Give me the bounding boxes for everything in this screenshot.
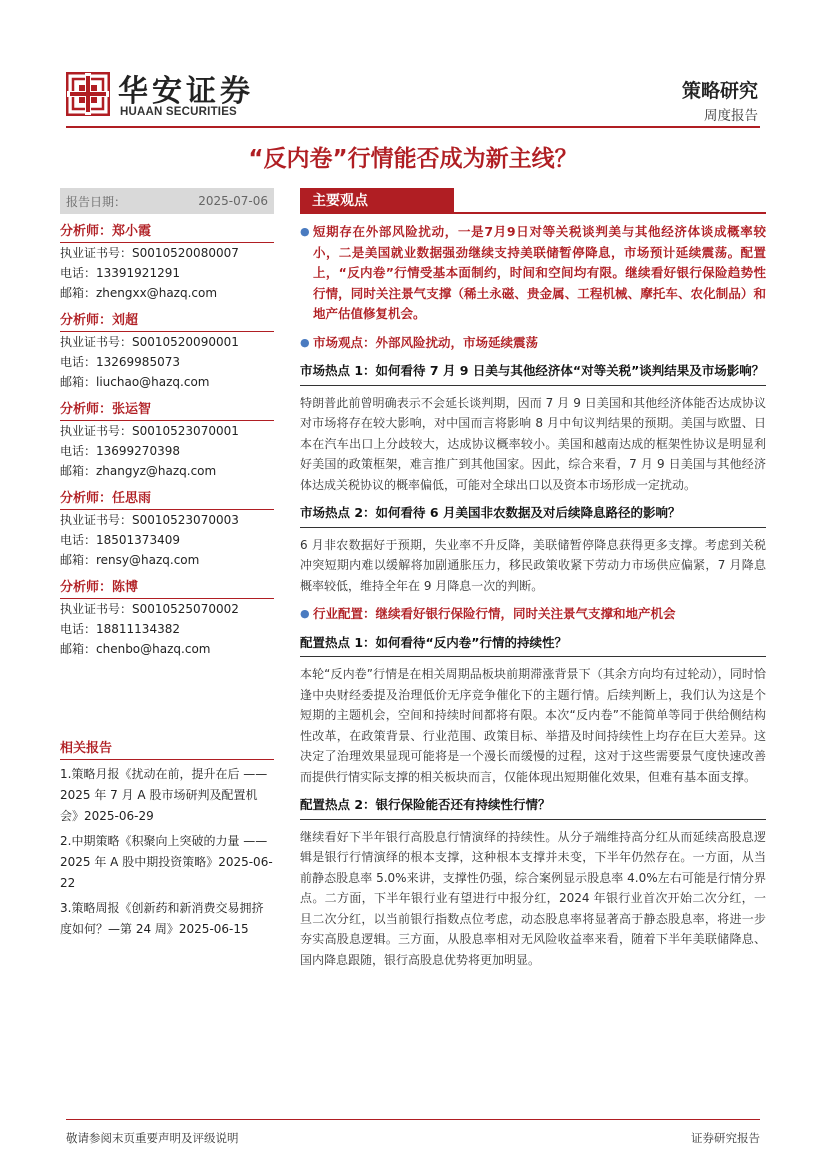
- analyst-name: 分析师：陈博: [60, 576, 274, 599]
- analyst-block: [60, 220, 274, 303]
- section-heading: [300, 604, 766, 625]
- analyst-email[interactable]: 邮箱：zhangyz@hazq.com: [60, 464, 217, 478]
- analyst-block: [60, 487, 274, 570]
- analyst-name: 分析师：郑小霞: [60, 220, 274, 243]
- key-points-label: 主要观点: [300, 188, 454, 214]
- analyst-cert: 执业证书号：S0010523070001: [60, 424, 239, 438]
- analyst-phone: 电话：18811134382: [60, 622, 180, 636]
- header-divider: [66, 126, 760, 128]
- hot-topic-heading: 市场热点 2：如何看待 6 月美国非农数据及对后续降息路径的影响？: [300, 503, 766, 528]
- brand-name: 华安证券: [118, 74, 254, 109]
- analyst-name: 分析师：任思雨: [60, 487, 274, 510]
- config-topic-heading: 配置热点 2：银行保险能否还有持续性行情？: [300, 795, 766, 820]
- analyst-cert: 执业证书号：S0010523070003: [60, 513, 239, 527]
- related-report-item[interactable]: 3.策略周报《创新药和新消费交易拥挤度如何？—第 24 周》2025-06-15: [60, 901, 264, 936]
- brand-name-en: HUAAN SECURITIES: [120, 106, 237, 118]
- analyst-phone: 电话：13269985073: [60, 355, 180, 369]
- section-heading: [300, 333, 766, 354]
- section-heading-text: 行业配置：继续看好银行保险行情，同时关注景气支撑和地产机会: [313, 606, 676, 621]
- related-report-item[interactable]: 1.策略月报《扰动在前，提升在后 —— 2025 年 7 月 A 股市场研判及配置机会》2025-06-29: [60, 767, 268, 823]
- analyst-phone: 电话：13699270398: [60, 444, 180, 458]
- related-reports: [60, 737, 274, 940]
- analyst-block: [60, 398, 274, 481]
- report-subtype: 周度报告: [704, 108, 758, 124]
- related-reports-heading: 相关报告: [60, 737, 274, 760]
- page-title: “反内卷”行情能否成为新主线？: [248, 146, 578, 172]
- report-type: 策略研究: [681, 80, 758, 102]
- main-content: [300, 188, 766, 970]
- config-topic-heading: 配置热点 1：如何看待“反内卷”行情的持续性？: [300, 633, 766, 658]
- footer-disclaimer: 敬请参阅末页重要声明及评级说明: [66, 1131, 239, 1145]
- key-points-bar: [300, 188, 766, 214]
- analyst-name: 分析师：刘超: [60, 309, 274, 332]
- analyst-cert: 执业证书号：S0010520080007: [60, 246, 239, 260]
- date-label: 报告日期：: [66, 194, 127, 209]
- config-topic-body: 继续看好下半年银行高股息行情演绎的持续性。从分子端维持高分红从而延续高股息逻辑是银行行情演绎的根本支撑，这种根本支撑并未变，下半年仍然存在。一方面，从当前静态股息率 5.0%来讲，支撑性仍强，综合案例显示股息率 4.0%左右可能是行情分界点。二方面，下半年银行业有望进行中报分红，2024 年银行业首次开始二次分红，一旦二次分红，以当前银行指数点位考虑，动态股息率将显著高于静态股息率，将进一步夯实高股息逻辑。三方面，从股息率相对无风险收益率来看，随着下半年美联储降息、国内降息跟随，银行高股息优势将更加明显。: [300, 829, 766, 967]
- hot-topic-body: 6 月非农数据好于预期，失业率不升反降，美联储暂停降息获得更多支撑。考虑到关税冲突短期内难以缓解将加剧通胀压力，移民政策收紧下劳动力市场供应偏紧，7 月降息概率较低，维持全年在 9 月降息一次的判断。: [300, 537, 766, 593]
- analyst-name: 分析师：张运智: [60, 398, 274, 421]
- report-date-bar: [60, 188, 274, 214]
- analyst-block: [60, 576, 274, 659]
- analyst-email[interactable]: 邮箱：chenbo@hazq.com: [60, 642, 211, 656]
- sidebar: [60, 188, 274, 659]
- analyst-email[interactable]: 邮箱：liuchao@hazq.com: [60, 375, 210, 389]
- analyst-email[interactable]: 邮箱：zhengxx@hazq.com: [60, 286, 218, 300]
- footer-label: 证券研究报告: [691, 1131, 760, 1145]
- summary-text: 短期存在外部风险扰动，一是7月9日对等关税谈判美与其他经济体谈成概率较小，二是美国就业数据强劲继续支持美联储暂停降息，市场预计延续震荡。配置上，“反内卷”行情受基本面制约，时间和空间均有限。继续看好银行保险趋势性行情，同时关注景气支撑（稀土永磁、贵金属、工程机械、摩托车、农化制品）和地产估值修复机会。: [313, 224, 766, 321]
- summary-paragraph: [300, 222, 766, 325]
- related-report-item[interactable]: 2.中期策略《积聚向上突破的力量 —— 2025 年 A 股中期投资策略》2025-06-22: [60, 834, 273, 890]
- footer-divider: [66, 1119, 760, 1120]
- company-logo: [66, 72, 110, 116]
- analyst-block: [60, 309, 274, 392]
- section-heading-text: 市场观点：外部风险扰动，市场延续震荡: [313, 334, 539, 350]
- date-value: 2025-07-06: [198, 194, 268, 208]
- analyst-phone: 电话：18501373409: [60, 533, 180, 547]
- bullet-icon: ●: [300, 607, 310, 620]
- analyst-cert: 执业证书号：S0010525070002: [60, 602, 239, 616]
- config-topic-body: 本轮“反内卷”行情是在相关周期品板块前期滞涨背景下（其余方向均有过轮动），同时恰逢中央财经委提及治理低价无序竞争催化下的主题行情。后续判断上，我们认为这是个短期的主题机会，空间和持续时间都将有限。本次“反内卷”不能简单等同于供给侧结构性改革，在政策背景、行业范围、政策目标、举措及时间持续性上均存在巨大差异。这决定了治理效果显现可能将是一个漫长而缓慢的过程，这对于这些需要景气度快速改善而提供行情实际支撑的相关板块而言，仅能体现出短期催化效果，但难有基本面支撑。: [300, 667, 766, 784]
- analyst-email[interactable]: 邮箱：rensy@hazq.com: [60, 553, 200, 567]
- analyst-phone: 电话：13391921291: [60, 266, 180, 280]
- hot-topic-heading: 市场热点 1：如何看待 7 月 9 日美与其他经济体“对等关税”谈判结果及市场影响？: [300, 361, 766, 386]
- bullet-icon: ●: [300, 335, 310, 349]
- analyst-cert: 执业证书号：S0010520090001: [60, 335, 239, 349]
- bullet-icon: ●: [300, 225, 310, 238]
- hot-topic-body: 特朗普此前曾明确表示不会延长谈判期，因而 7 月 9 日美国和其他经济体能否达成协议对市场将存在较大影响，对中国而言将影响 8 月中旬议判结果的预期。美国与欧盟、日本在汽车出口上分歧较大，达成协议概率较小。美国和越南达成的框架性协议是明显利好美国的政策框架，难言推广到其他国家。因此，综合来看，7 月 9 日美国与其他经济体达成关税协议的概率偏低，可能对全球出口以及资本市场形成一定扰动。: [300, 395, 766, 492]
